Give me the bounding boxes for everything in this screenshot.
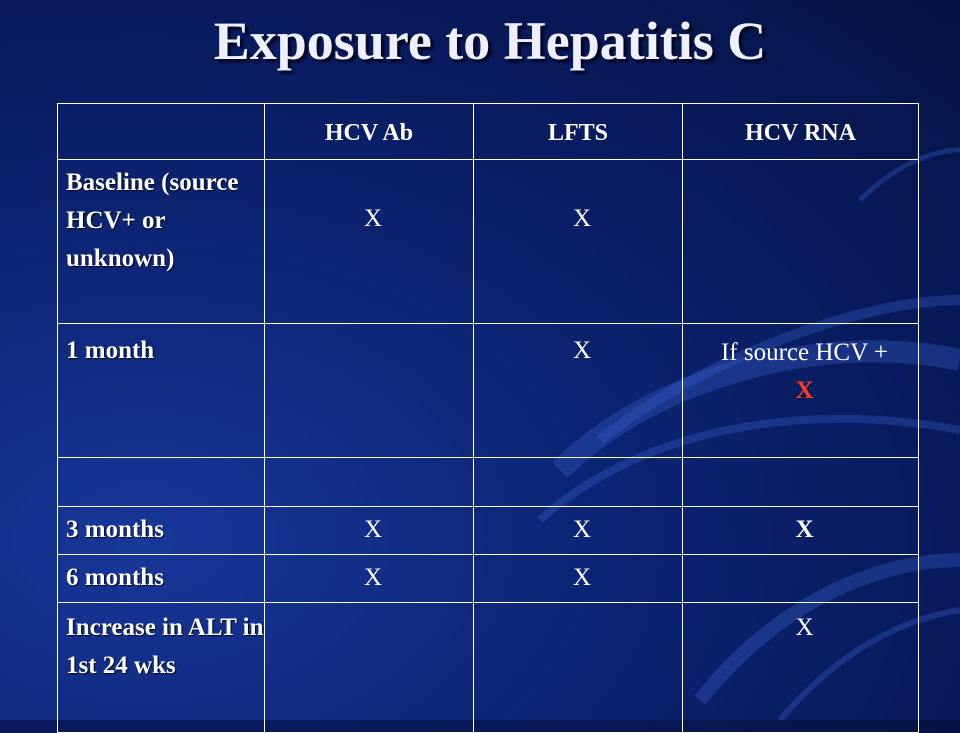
cell-hcv-rna (683, 555, 919, 603)
cell-hcv-rna (683, 603, 919, 733)
row-label: 3 months (58, 507, 265, 555)
table-row (58, 160, 919, 324)
cell-hcv-ab (265, 324, 474, 458)
row-label: Increase in ALT in 1st 24 wks (58, 603, 265, 733)
header-label: HCV Ab (324, 120, 414, 146)
cell-lfts (474, 160, 683, 324)
table-row (58, 507, 919, 555)
cell-hcv-ab (265, 555, 474, 603)
table-row (58, 324, 919, 458)
cell-lfts (474, 324, 683, 458)
check-mark: X (795, 614, 814, 641)
row-label: Baseline (source HCV+ or unknown) (58, 160, 265, 324)
table-row (58, 458, 919, 507)
cell-hcv-ab (265, 507, 474, 555)
cell-hcv-ab (265, 458, 474, 507)
check-mark: X (363, 564, 383, 591)
cell-lfts (474, 458, 683, 507)
header-cell-empty (58, 104, 265, 160)
row-label: 1 month (58, 324, 265, 458)
cell-hcv-rna (683, 458, 919, 507)
condition-note: If source HCV + (720, 339, 889, 366)
cell-hcv-ab (265, 603, 474, 733)
header-cell-hcv-rna (683, 104, 919, 160)
slide-title: Exposure to Hepatitis C (213, 11, 767, 71)
check-mark: X (572, 205, 592, 232)
header-cell-hcv-ab (265, 104, 474, 160)
row-label: 6 months (58, 555, 265, 603)
check-mark: X (795, 377, 814, 404)
header-cell-lfts (474, 104, 683, 160)
cell-hcv-rna (683, 507, 919, 555)
check-mark: X (572, 516, 592, 543)
table-header-row (58, 104, 919, 160)
table-row (58, 603, 919, 733)
cell-hcv-rna (683, 324, 919, 458)
check-mark: X (363, 205, 383, 232)
cell-hcv-rna (683, 160, 919, 324)
cell-lfts (474, 555, 683, 603)
check-mark: X (363, 516, 383, 543)
row-label (58, 458, 265, 507)
header-label: HCV RNA (745, 120, 856, 146)
header-label: LFTS (547, 120, 609, 146)
check-mark: X (572, 337, 592, 364)
cell-hcv-ab (265, 160, 474, 324)
table-row (58, 555, 919, 603)
cell-lfts (474, 507, 683, 555)
check-mark: X (572, 564, 592, 591)
test-schedule-table (57, 103, 919, 733)
cell-lfts (474, 603, 683, 733)
check-mark: X (795, 516, 814, 543)
